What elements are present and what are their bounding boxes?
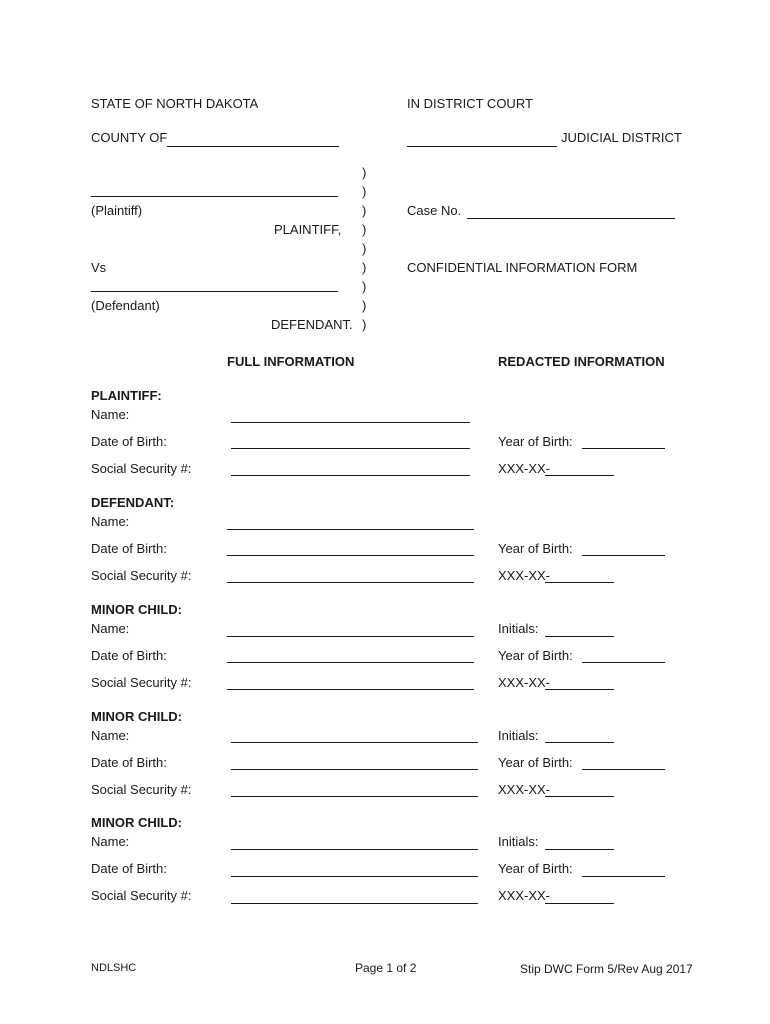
- minor-child-1-title: MINOR CHILD:: [91, 602, 182, 617]
- ssn-label: Social Security #:: [91, 461, 192, 476]
- ssn-label: Social Security #:: [91, 568, 192, 583]
- plaintiff-dob-input[interactable]: [231, 448, 470, 449]
- case-no-field[interactable]: [467, 218, 675, 219]
- judicial-district-label: JUDICIAL DISTRICT: [561, 130, 682, 145]
- plaintiff-section-title: PLAINTIFF:: [91, 388, 162, 403]
- defendant-section-title: DEFENDANT:: [91, 495, 175, 510]
- plaintiff-year-of-birth-input[interactable]: [582, 448, 665, 449]
- ssn-redacted-label: XXX-XX-: [498, 461, 551, 476]
- defendant-year-of-birth-input[interactable]: [582, 555, 665, 556]
- minor2-initials-input[interactable]: [545, 742, 614, 743]
- plaintiff-name-input[interactable]: [231, 422, 470, 423]
- vs-label: Vs: [91, 260, 107, 275]
- year-of-birth-label: Year of Birth:: [498, 755, 573, 770]
- year-of-birth-label: Year of Birth:: [498, 541, 573, 556]
- minor1-initials-input[interactable]: [545, 636, 614, 637]
- county-field[interactable]: [167, 146, 339, 147]
- paren: ): [362, 165, 367, 180]
- county-label: COUNTY OF: [91, 130, 168, 145]
- plaintiff-ssn-input[interactable]: [231, 475, 470, 476]
- defendant-ssn-input[interactable]: [227, 582, 474, 583]
- paren: ): [362, 260, 367, 275]
- form-revision: Stip DWC Form 5/Rev Aug 2017: [520, 962, 693, 976]
- ssn-redacted-label: XXX-XX-: [498, 888, 551, 903]
- page-number: Page 1 of 2: [355, 961, 417, 975]
- defendant-paren-label: (Defendant): [91, 298, 160, 313]
- initials-label: Initials:: [498, 728, 539, 743]
- dob-label: Date of Birth:: [91, 861, 167, 876]
- minor3-year-of-birth-input[interactable]: [582, 876, 665, 877]
- paren: ): [362, 298, 367, 313]
- initials-label: Initials:: [498, 621, 539, 636]
- state-name: STATE OF NORTH DAKOTA: [91, 96, 259, 111]
- form-title: CONFIDENTIAL INFORMATION FORM: [407, 260, 638, 275]
- year-of-birth-label: Year of Birth:: [498, 648, 573, 663]
- minor3-name-input[interactable]: [231, 849, 478, 850]
- paren: ): [362, 203, 367, 218]
- ssn-label: Social Security #:: [91, 675, 192, 690]
- case-no-label: Case No.: [407, 203, 462, 218]
- defendant-name-field[interactable]: [91, 291, 338, 292]
- minor2-ssn-redacted-input[interactable]: [545, 796, 614, 797]
- defendant-name-input[interactable]: [227, 529, 474, 530]
- minor2-name-input[interactable]: [231, 742, 478, 743]
- minor2-year-of-birth-input[interactable]: [582, 769, 665, 770]
- dob-label: Date of Birth:: [91, 648, 167, 663]
- plaintiff-paren-label: (Plaintiff): [91, 203, 143, 218]
- minor2-ssn-input[interactable]: [231, 796, 478, 797]
- paren: ): [362, 279, 367, 294]
- minor-child-3-title: MINOR CHILD:: [91, 815, 182, 830]
- ssn-redacted-label: XXX-XX-: [498, 675, 551, 690]
- minor3-ssn-input[interactable]: [231, 903, 478, 904]
- paren: ): [362, 222, 367, 237]
- paren: ): [362, 317, 367, 332]
- paren: ): [362, 184, 367, 199]
- plaintiff-ssn-redacted-input[interactable]: [545, 475, 614, 476]
- court-name: IN DISTRICT COURT: [407, 96, 533, 111]
- minor1-ssn-redacted-input[interactable]: [545, 689, 614, 690]
- minor1-dob-input[interactable]: [227, 662, 474, 663]
- name-label: Name:: [91, 621, 130, 636]
- ssn-label: Social Security #:: [91, 782, 192, 797]
- ssn-redacted-label: XXX-XX-: [498, 782, 551, 797]
- minor1-ssn-input[interactable]: [227, 689, 474, 690]
- dob-label: Date of Birth:: [91, 434, 167, 449]
- year-of-birth-label: Year of Birth:: [498, 434, 573, 449]
- footer-left: NDLSHC: [91, 962, 137, 974]
- defendant-dob-input[interactable]: [227, 555, 474, 556]
- minor1-year-of-birth-input[interactable]: [582, 662, 665, 663]
- plaintiff-label: PLAINTIFF,: [274, 222, 342, 237]
- name-label: Name:: [91, 407, 130, 422]
- minor3-initials-input[interactable]: [545, 849, 614, 850]
- redacted-info-heading: REDACTED INFORMATION: [498, 354, 665, 369]
- initials-label: Initials:: [498, 834, 539, 849]
- name-label: Name:: [91, 834, 130, 849]
- ssn-label: Social Security #:: [91, 888, 192, 903]
- dob-label: Date of Birth:: [91, 541, 167, 556]
- name-label: Name:: [91, 514, 130, 529]
- full-info-heading: FULL INFORMATION: [227, 354, 355, 369]
- judicial-district-field[interactable]: [407, 146, 557, 147]
- plaintiff-name-field[interactable]: [91, 196, 338, 197]
- paren: ): [362, 241, 367, 256]
- defendant-label: DEFENDANT.: [271, 317, 353, 332]
- dob-label: Date of Birth:: [91, 755, 167, 770]
- defendant-ssn-redacted-input[interactable]: [545, 582, 614, 583]
- name-label: Name:: [91, 728, 130, 743]
- ssn-redacted-label: XXX-XX-: [498, 568, 551, 583]
- year-of-birth-label: Year of Birth:: [498, 861, 573, 876]
- minor3-dob-input[interactable]: [231, 876, 478, 877]
- minor-child-2-title: MINOR CHILD:: [91, 709, 182, 724]
- minor3-ssn-redacted-input[interactable]: [545, 903, 614, 904]
- minor1-name-input[interactable]: [227, 636, 474, 637]
- minor2-dob-input[interactable]: [231, 769, 478, 770]
